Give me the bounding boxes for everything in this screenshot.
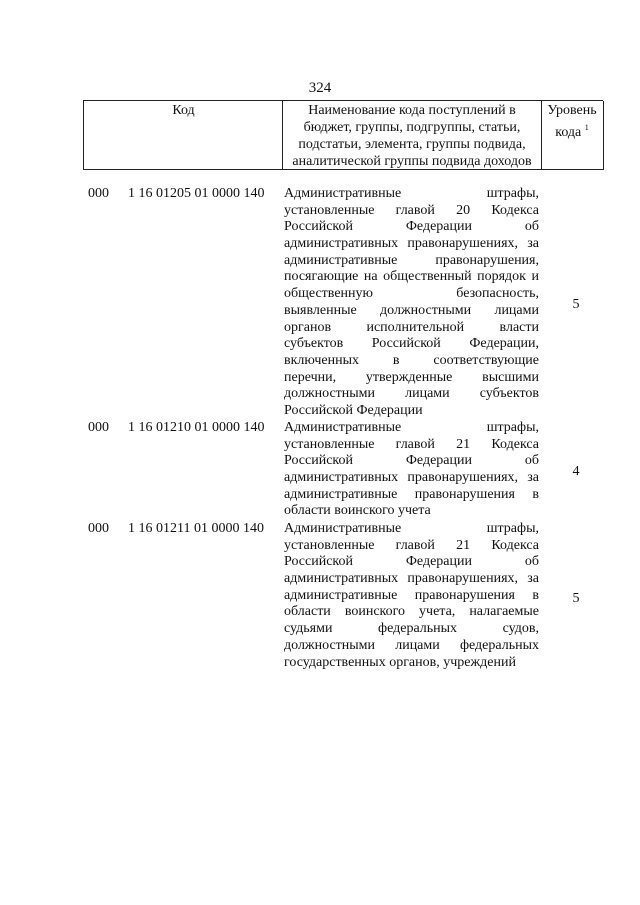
description-line: судьями федеральных судов, — [284, 621, 539, 637]
header-name — [282, 101, 542, 170]
description-line: государственных органов, учреждений — [284, 654, 516, 670]
row-code: 1 16 01210 01 0000 140 — [128, 420, 265, 435]
description-line: субъектов Российской Федерации, — [284, 336, 539, 352]
row-prefix: 000 — [88, 521, 109, 536]
row-prefix: 000 — [88, 186, 109, 201]
table-header — [83, 100, 603, 170]
header-name-line: подстатьи, элемента, группы подвида, — [298, 137, 526, 152]
row-level: 4 — [572, 464, 580, 479]
header-level-line — [541, 119, 603, 141]
description-line: Российской Федерации — [284, 402, 423, 418]
row-code: 1 16 01205 01 0000 140 — [128, 186, 265, 201]
header-name-line: бюджет, группы, подгруппы, статьи, — [303, 120, 521, 135]
description-line: административных правонарушениях, за — [284, 571, 539, 587]
description-line: Административные штрафы, — [284, 521, 539, 536]
header-code: Код — [83, 101, 283, 170]
description-line: должностными лицами федеральных — [284, 637, 539, 653]
description-line: административных правонарушениях, за — [284, 470, 539, 486]
description-line: области воинского учета, налагаемые — [284, 604, 539, 620]
row-description — [284, 521, 539, 671]
description-line: установленные главой 20 Кодекса — [284, 202, 539, 218]
description-line: установленные главой 21 Кодекса — [284, 436, 539, 452]
row-prefix: 000 — [88, 420, 109, 435]
description-line: Российской Федерации об — [284, 554, 539, 570]
description-line: административные правонарушения, — [284, 252, 539, 268]
header-name-line: Наименование кода поступлений в — [308, 103, 516, 118]
description-line: области воинского учета — [284, 503, 431, 519]
description-line: выявленные должностными лицами — [284, 302, 539, 318]
description-line: должностными лицами субъектов — [284, 386, 539, 402]
description-line: установленные главой 21 Кодекса — [284, 537, 539, 553]
description-line: административные правонарушения в — [284, 587, 539, 603]
row-level: 5 — [572, 297, 580, 312]
header-level-word: кода — [555, 125, 582, 140]
description-line: Административные штрафы, — [284, 420, 539, 435]
row-description — [284, 186, 539, 420]
header-name-line: аналитической группы подвида доходов — [292, 154, 532, 169]
description-line: административные правонарушения в — [284, 486, 539, 502]
description-line: Российской Федерации об — [284, 453, 539, 469]
row-level: 5 — [572, 591, 580, 606]
description-line: органов исполнительной власти — [284, 319, 539, 335]
footnote-mark: 1 — [584, 123, 589, 132]
description-line: перечни, утвержденные высшими — [284, 369, 539, 385]
description-line: включенных в соответствующие — [284, 352, 539, 368]
description-line: посягающие на общественный порядок и — [284, 269, 539, 285]
description-line: Административные штрафы, — [284, 186, 539, 201]
row-code: 1 16 01211 01 0000 140 — [128, 521, 264, 536]
description-line: общественную безопасность, — [284, 286, 539, 302]
description-line: Российской Федерации об — [284, 219, 539, 235]
page-number: 324 — [308, 80, 332, 96]
header-level-line: Уровень — [547, 103, 597, 118]
row-description — [284, 420, 539, 520]
description-line: административных правонарушениях, за — [284, 236, 539, 252]
header-level — [541, 101, 604, 170]
